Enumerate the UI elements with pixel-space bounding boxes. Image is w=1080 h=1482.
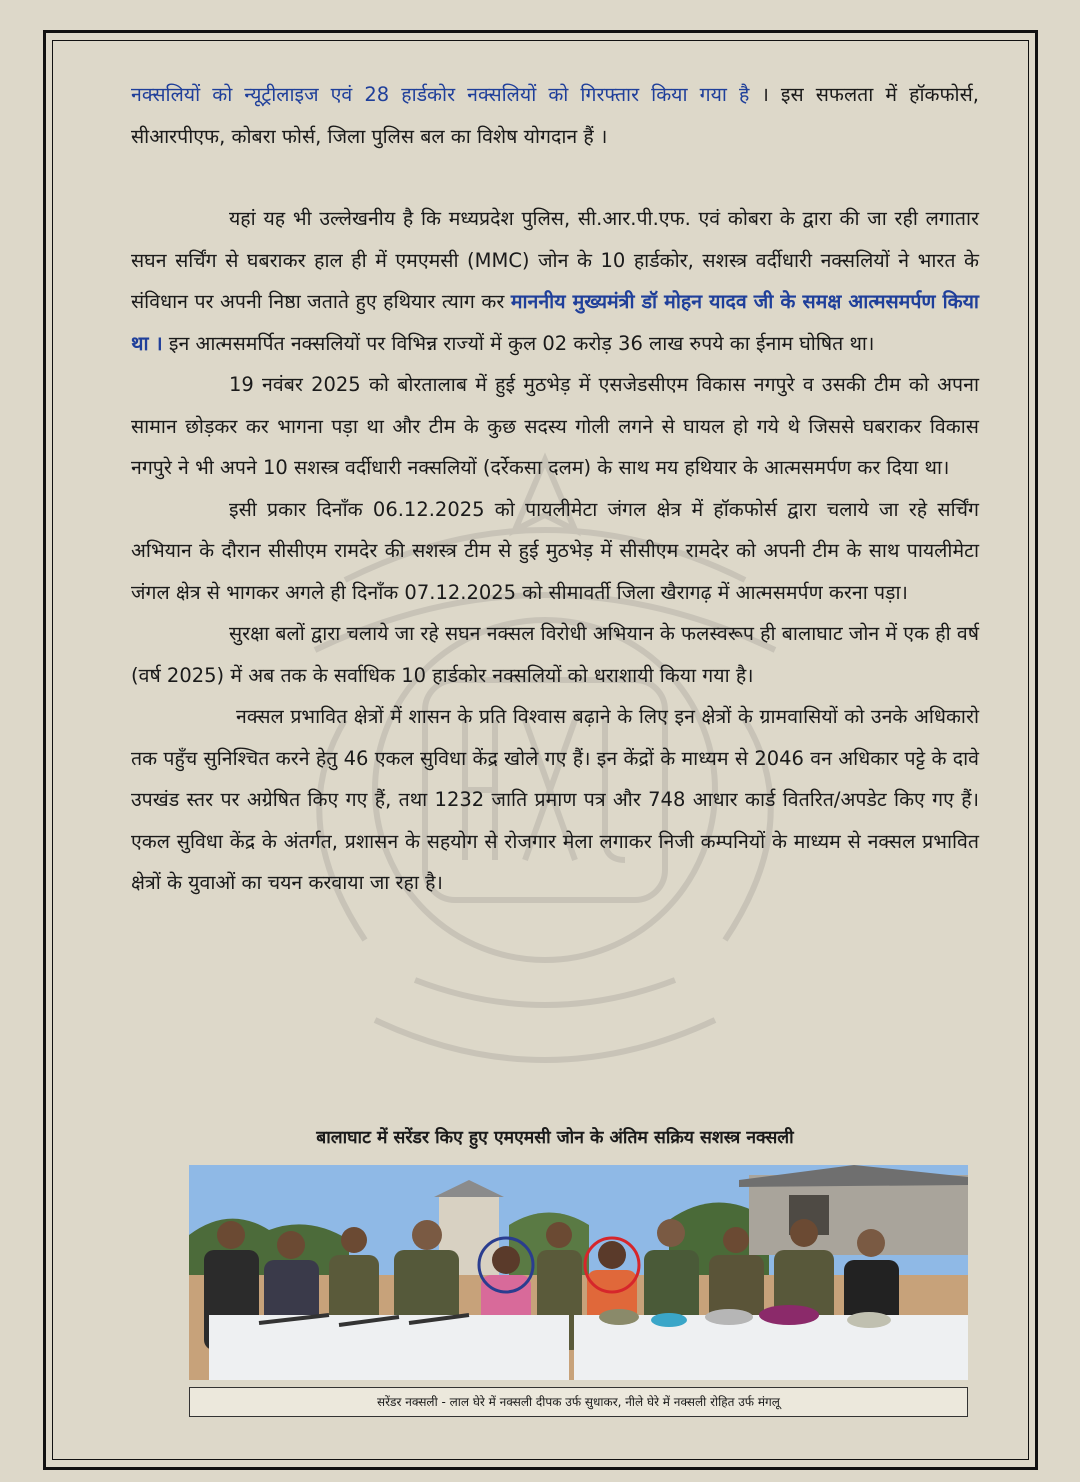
paragraph-1 xyxy=(131,74,979,157)
paragraph-2-end: इन आत्मसमर्पित नक्सलियों पर विभिन्न राज्यों में कुल 02 करोड़ 36 लाख रुपये का ईनाम घोषित था। xyxy=(162,331,875,355)
photo-illustration xyxy=(189,1165,968,1380)
photo-caption: सरेंडर नक्सली - लाल घेरे में नक्सली दीपक उर्फ सुधाकर, नीले घेरे में नक्सली रोहित उर्फ मंगलू xyxy=(189,1387,968,1417)
article-body xyxy=(131,74,979,904)
paragraph-6: नक्सल प्रभावित क्षेत्रों में शासन के प्रति विश्वास बढ़ाने के लिए इन क्षेत्रों के ग्रामवासियों को उनके अधिकारो तक पहुँच सुनिश्चित करने हेतु 46 एकल सुविधा केंद्र खोले गए हैं। इन केंद्रों के माध्यम से 2046 वन अधिकार पट्टे के दावे उपखंड स्तर पर अग्रेषित किए गए हैं, तथा 1232 जाति प्रमाण पत्र और 748 आधार कार्ड वितरित/अपडेट किए गए हैं। एकल सुविधा केंद्र के अंतर्गत, प्रशासन के सहयोग से रोजगार मेला लगाकर निजी कम्पनियों के माध्यम से नक्सल प्रभावित क्षेत्रों के युवाओं का चयन करवाया जा रहा है। xyxy=(131,705,979,894)
paragraph-1-highlight: नक्सलियों को न्यूट्रीलाइज एवं 28 हार्डकोर नक्सलियों को गिरफ्तार किया गया है xyxy=(131,83,750,106)
paragraph-5: सुरक्षा बलों द्वारा चलाये जा रहे सघन नक्सल विरोधी अभियान के फलस्वरूप ही बालाघाट जोन में एक ही वर्ष (वर्ष 2025) में अब तक के सर्वाधिक 10 हार्डकोर नक्सलियों को धराशायी किया गया है। xyxy=(131,622,979,687)
photo-title: बालाघाट में सरेंडर किए हुए एमएमसी जोन के अंतिम सक्रिय सशस्त्र नक्सली xyxy=(316,1128,794,1148)
paragraph-2-start: यहां यह भी उल्लेखनीय है कि मध्यप्रदेश पुलिस, सी.आर.पी.एफ. एवं कोबरा के द्वारा की जा रही लगातार सघन सर्चिंग से घबराकर हाल ही में एमएमसी (MMC) जोन के 10 हार्डकोर, सशस्त्र वर्दीधारी नक्सलियों ने भारत के संविधान पर अपनी निष्ठा जताते हुए हथियार त्याग कर xyxy=(131,207,979,313)
paragraph-2 xyxy=(131,198,979,364)
paragraph-1-rest: । इस सफलता में हॉकफोर्स, सीआरपीएफ, कोबरा फोर्स, जिला पुलिस बल का विशेष योगदान हैं । xyxy=(131,83,979,148)
surrender-group-photo xyxy=(189,1165,968,1380)
paragraph-3: 19 नवंबर 2025 को बोरतालाब में हुई मुठभेड़ में एसजेडसीएम विकास नगपुरे व उसकी टीम को अपना सामान छोड़कर कर भागना पड़ा था और टीम के कुछ सदस्य गोली लगने से घायल हो गये थे जिससे घबराकर विकास नगपुरे ने भी अपने 10 सशस्त्र वर्दीधारी नक्सलियों (दर्रेकसा दलम) के साथ मय हथियार के आत्मसमर्पण कर दिया था। xyxy=(131,373,979,479)
paragraph-2-highlight: माननीय मुख्यमंत्री डॉ मोहन यादव जी के समक्ष आत्मसमर्पण किया था । xyxy=(131,290,979,355)
paragraph-4: इसी प्रकार दिनाँक 06.12.2025 को पायलीमेटा जंगल क्षेत्र में हॉकफोर्स द्वारा चलाये जा रहे सर्चिंग अभियान के दौरान सीसीएम रामदेर की सशस्त्र टीम से हुई मुठभेड़ में सीसीएम रामदेर को अपनी टीम के साथ पायलीमेटा जंगल क्षेत्र से भागकर अगले ही दिनाँक 07.12.2025 को सीमावर्ती जिला खैरागढ़ में आत्मसमर्पण करना पड़ा। xyxy=(131,497,979,604)
